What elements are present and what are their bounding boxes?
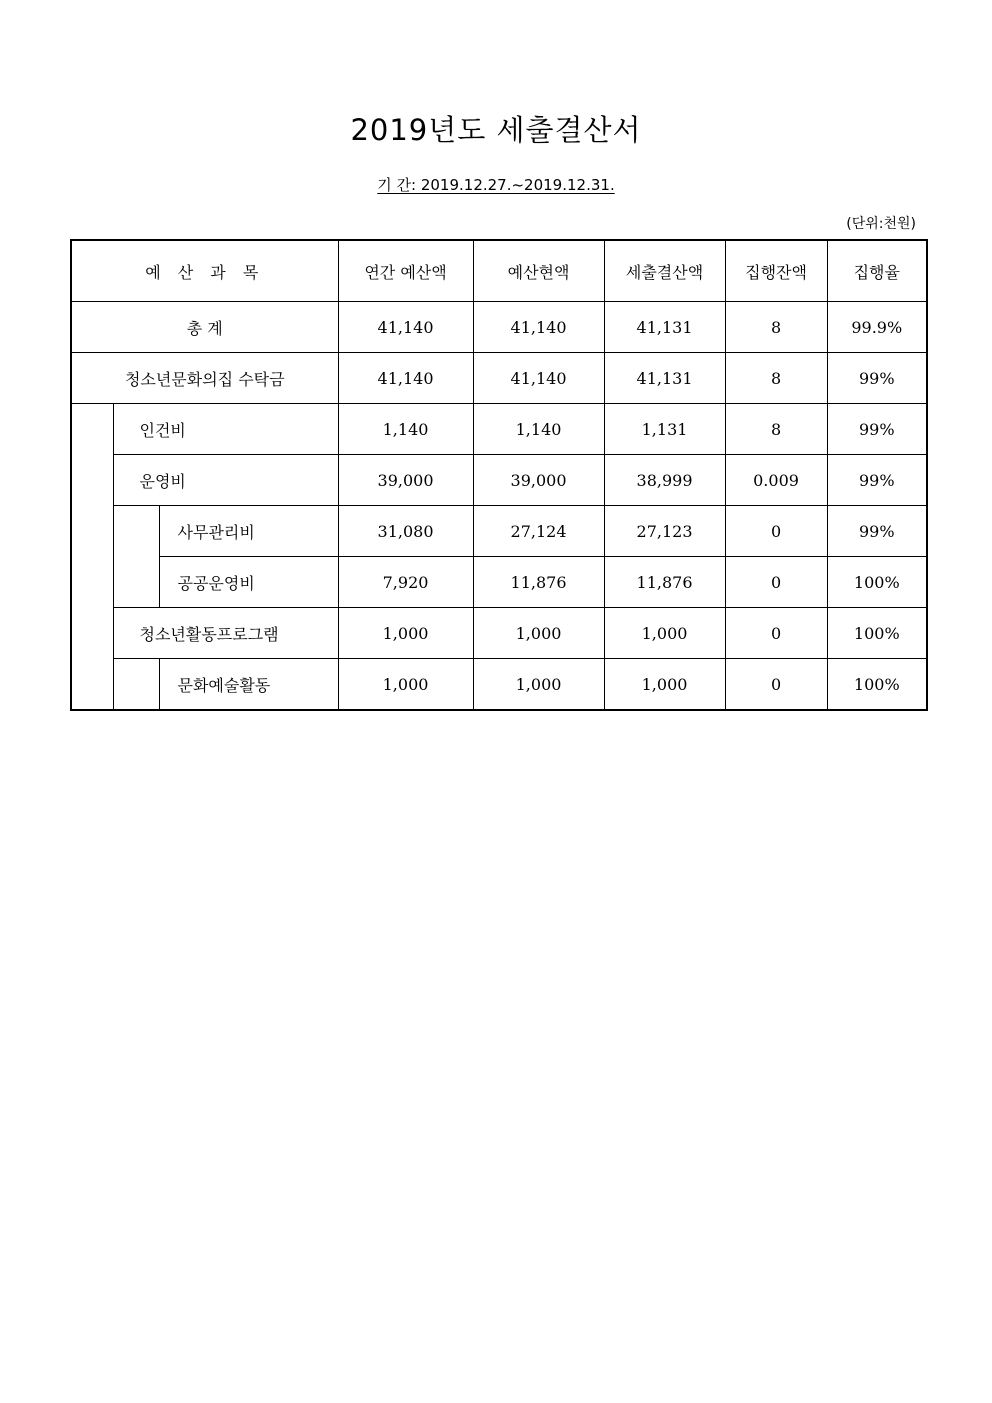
header-balance: 집행잔액 <box>725 240 827 302</box>
row-label: 문화예술활동 <box>159 659 338 711</box>
settlement-value: 1,131 <box>604 404 725 455</box>
indent-cell <box>113 659 159 711</box>
rate-value: 99% <box>827 404 927 455</box>
rate-value: 99% <box>827 353 927 404</box>
settlement-value: 1,000 <box>604 608 725 659</box>
rate-value: 100% <box>827 608 927 659</box>
current-value: 39,000 <box>473 455 604 506</box>
row-label: 총 계 <box>71 302 338 353</box>
indent-cell <box>113 506 159 608</box>
rate-value: 99.9% <box>827 302 927 353</box>
current-value: 41,140 <box>473 353 604 404</box>
settlement-value: 1,000 <box>604 659 725 711</box>
table-row-office <box>71 506 927 557</box>
balance-value: 8 <box>725 302 827 353</box>
header-settlement: 세출결산액 <box>604 240 725 302</box>
period-text: 기 간: 2019.12.27.~2019.12.31. <box>377 176 615 194</box>
annual-value: 41,140 <box>338 353 473 404</box>
annual-value: 41,140 <box>338 302 473 353</box>
indent-cell <box>71 404 113 711</box>
current-value: 41,140 <box>473 302 604 353</box>
current-value: 1,000 <box>473 659 604 711</box>
header-rate: 집행율 <box>827 240 927 302</box>
table-row-operation <box>71 455 927 506</box>
row-label: 인건비 <box>113 404 338 455</box>
settlement-value: 11,876 <box>604 557 725 608</box>
settlement-value: 38,999 <box>604 455 725 506</box>
annual-value: 7,920 <box>338 557 473 608</box>
row-label: 청소년문화의집 수탁금 <box>71 353 338 404</box>
rate-value: 100% <box>827 557 927 608</box>
balance-value: 0 <box>725 608 827 659</box>
header-subject: 예 산 과 목 <box>71 240 338 302</box>
table-row-personnel <box>71 404 927 455</box>
balance-value: 8 <box>725 404 827 455</box>
page-title: 2019년도 세출결산서 <box>350 113 642 147</box>
budget-table <box>70 239 928 711</box>
row-label: 공공운영비 <box>159 557 338 608</box>
row-label: 청소년활동프로그램 <box>113 608 338 659</box>
header-current-budget: 예산현액 <box>473 240 604 302</box>
unit-label: (단위:천원) <box>846 216 916 232</box>
settlement-value: 27,123 <box>604 506 725 557</box>
settlement-value: 41,131 <box>604 302 725 353</box>
current-value: 11,876 <box>473 557 604 608</box>
annual-value: 31,080 <box>338 506 473 557</box>
table-row-culture <box>71 659 927 711</box>
annual-value: 1,140 <box>338 404 473 455</box>
period-label <box>0 174 992 195</box>
current-value: 1,140 <box>473 404 604 455</box>
balance-value: 0.009 <box>725 455 827 506</box>
row-label: 사무관리비 <box>159 506 338 557</box>
rate-value: 99% <box>827 455 927 506</box>
balance-value: 0 <box>725 659 827 711</box>
table-row-total <box>71 302 927 353</box>
table-row-trust <box>71 353 927 404</box>
table-row-program <box>71 608 927 659</box>
current-value: 27,124 <box>473 506 604 557</box>
balance-value: 0 <box>725 506 827 557</box>
balance-value: 8 <box>725 353 827 404</box>
balance-value: 0 <box>725 557 827 608</box>
annual-value: 1,000 <box>338 608 473 659</box>
header-annual-budget: 연간 예산액 <box>338 240 473 302</box>
annual-value: 39,000 <box>338 455 473 506</box>
current-value: 1,000 <box>473 608 604 659</box>
table-row-public-op <box>71 557 927 608</box>
rate-value: 99% <box>827 506 927 557</box>
settlement-value: 41,131 <box>604 353 725 404</box>
row-label: 운영비 <box>113 455 338 506</box>
annual-value: 1,000 <box>338 659 473 711</box>
rate-value: 100% <box>827 659 927 711</box>
header-row <box>71 240 927 302</box>
